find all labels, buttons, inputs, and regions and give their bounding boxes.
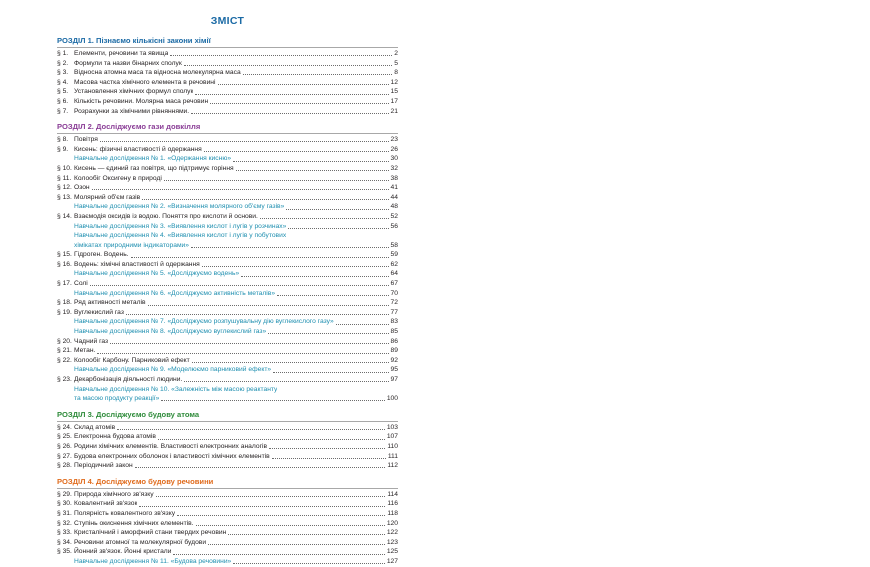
dot-leader <box>92 189 389 190</box>
page-number: 112 <box>387 462 398 470</box>
entry-title: Родини хімічних елементів. Властивості електронних аналогів <box>74 442 268 450</box>
entry-number: § 27. <box>57 452 72 460</box>
toc-experiment-entry[interactable] <box>57 289 398 299</box>
entry-title: Ступінь окиснення хімічних елементів. <box>74 519 194 527</box>
page-number: 59 <box>390 251 398 259</box>
entry-title: Навчальне дослідження № 2. «Визначення молярного об'єму газів» <box>74 203 285 211</box>
page-number: 64 <box>390 270 398 278</box>
dot-leader <box>184 65 392 66</box>
toc-section <box>57 121 398 404</box>
dot-leader <box>288 228 388 229</box>
toc-entry[interactable] <box>57 432 398 442</box>
entry-title: Речовини атомної та молекулярної будови <box>74 538 207 546</box>
toc-experiment-entry[interactable] <box>57 317 398 327</box>
entry-title: Гідроген. Водень. <box>74 251 129 259</box>
entry-title: та масою продукту реакції» <box>74 395 160 403</box>
toc-entry[interactable] <box>57 423 398 433</box>
page-number: 48 <box>390 203 398 211</box>
page-number: 77 <box>390 308 398 316</box>
dot-leader <box>191 113 388 114</box>
toc-entry[interactable] <box>57 337 398 347</box>
page-number: 26 <box>390 145 398 153</box>
toc-entry[interactable] <box>57 375 398 385</box>
entry-number: § 28. <box>57 462 72 470</box>
dot-leader <box>170 55 392 56</box>
page-number: 122 <box>386 529 398 537</box>
entry-title: Відносна атомна маса та відносна молекулярна маса <box>74 69 241 77</box>
entry-title: Солі <box>74 280 88 288</box>
toc-entry[interactable] <box>57 346 398 356</box>
entry-number: § 18. <box>57 299 72 307</box>
toc-section <box>57 476 398 567</box>
dot-leader <box>233 563 385 564</box>
toc-entry[interactable] <box>57 452 398 462</box>
entry-title: Вуглекислий газ <box>74 308 124 316</box>
entry-number: § 24. <box>57 423 72 431</box>
toc-entry[interactable] <box>57 538 398 548</box>
dot-leader <box>241 276 388 277</box>
toc-entry[interactable] <box>57 87 398 97</box>
toc-experiment-entry[interactable] <box>57 269 398 279</box>
dot-leader <box>97 353 388 354</box>
page-number: 62 <box>390 260 398 268</box>
toc-entry[interactable] <box>57 509 398 519</box>
dot-leader <box>204 151 389 152</box>
dot-leader <box>272 458 386 459</box>
toc-entry[interactable] <box>57 68 398 78</box>
dot-leader <box>218 84 389 85</box>
page-number: 114 <box>387 490 398 498</box>
toc-entry[interactable] <box>57 356 398 366</box>
entry-title: Кристалічний і аморфний стани твердих речовин <box>74 529 227 537</box>
dot-leader <box>148 305 389 306</box>
dot-leader <box>195 94 388 95</box>
toc-entry[interactable] <box>57 499 398 509</box>
dot-leader <box>191 247 389 248</box>
dot-leader <box>90 285 389 286</box>
page-title: ЗМІСТ <box>210 15 245 27</box>
page-number: 120 <box>386 519 398 527</box>
toc-entry[interactable] <box>57 490 398 500</box>
entry-number: § 30. <box>57 500 72 508</box>
toc-entry[interactable] <box>57 298 398 308</box>
entry-title: Навчальне дослідження № 3. «Виявлення кислот і лугів у розчинах» <box>74 222 287 230</box>
page-number: 2 <box>394 50 398 57</box>
page-number: 110 <box>387 442 398 450</box>
page-number: 58 <box>390 241 398 249</box>
toc-entry[interactable] <box>57 164 398 174</box>
entry-number: § 26. <box>57 442 72 450</box>
toc-entry[interactable] <box>57 260 398 270</box>
toc-entry[interactable] <box>57 78 398 88</box>
entry-number: § 22. <box>57 356 72 364</box>
entry-title: Електронна будова атомів <box>74 433 156 441</box>
toc-experiment-entry[interactable] <box>57 557 398 567</box>
page-number: 15 <box>390 88 398 96</box>
toc-entry[interactable] <box>57 174 398 184</box>
toc-sections <box>57 35 398 567</box>
entry-title: Ковалентний зв'язок <box>74 500 138 508</box>
entry-title: Молярний об'єм газів <box>74 193 141 201</box>
entry-title: Навчальне дослідження № 1. «Одержання кисню» <box>74 155 232 163</box>
dot-leader <box>243 74 393 75</box>
entry-number: § 25. <box>57 433 72 441</box>
toc-entry[interactable] <box>57 528 398 538</box>
dot-leader <box>236 170 389 171</box>
dot-leader <box>336 324 389 325</box>
entry-number: § 31. <box>57 509 72 517</box>
entry-title: хімікатах природними індикаторами» <box>74 241 190 249</box>
entry-number: § 12. <box>57 184 72 192</box>
entry-number: § 7. <box>57 107 69 115</box>
page-number: 107 <box>386 433 398 441</box>
entry-title: Навчальне дослідження № 8. «Досліджуємо вуглекислий газ» <box>74 328 267 336</box>
entry-number: § 4. <box>57 78 69 86</box>
page-number: 70 <box>390 289 398 297</box>
dot-leader <box>131 257 389 258</box>
entry-number: § 33. <box>57 529 72 537</box>
dot-leader <box>277 295 388 296</box>
entry-number: § 10. <box>57 164 72 172</box>
entry-number: § 5. <box>57 88 69 96</box>
toc-entry[interactable] <box>57 49 398 59</box>
entry-title: Ряд активності металів <box>74 299 146 307</box>
toc-entry[interactable] <box>57 308 398 318</box>
page-number: 123 <box>386 538 398 546</box>
entry-number: § 3. <box>57 69 69 77</box>
page-number: 52 <box>390 212 398 220</box>
page-number: 97 <box>390 376 398 383</box>
entry-title: Навчальне дослідження № 11. «Будова речовини» <box>74 557 232 565</box>
toc-entry[interactable] <box>57 250 398 260</box>
page-number: 67 <box>390 280 398 288</box>
page-number: 95 <box>390 366 398 374</box>
toc-entry[interactable] <box>57 145 398 155</box>
page-number: 125 <box>386 548 398 556</box>
toc-entry[interactable] <box>57 59 398 69</box>
page-number: 86 <box>390 337 398 345</box>
entry-number: § 11. <box>57 174 72 182</box>
section-heading[interactable]: РОЗДІЛ 2. Досліджуємо гази довкілля <box>57 121 398 134</box>
toc-entry[interactable] <box>57 183 398 193</box>
toc-experiment-entry[interactable] <box>57 154 398 164</box>
toc-entry[interactable] <box>57 135 398 145</box>
table-of-contents <box>57 14 398 567</box>
page-number: 92 <box>390 356 398 364</box>
toc-experiment-entry[interactable] <box>57 241 398 251</box>
page-number: 85 <box>390 328 398 336</box>
entry-title: Періодичний закон <box>74 462 133 470</box>
page-number: 8 <box>394 69 398 77</box>
dot-leader <box>273 372 388 373</box>
entry-title: Колообіг Карбону. Парниковий ефект <box>74 356 190 364</box>
entry-title: Кисень — єдиний газ повітря, що підтримує горіння <box>74 164 234 172</box>
page-number: 21 <box>390 107 398 115</box>
toc-experiment-entry[interactable] <box>57 222 398 232</box>
entry-number: § 32. <box>57 519 72 527</box>
dot-leader <box>177 515 385 516</box>
entry-title: Склад атомів <box>74 423 116 431</box>
page-number: 17 <box>390 97 398 105</box>
toc-entry[interactable] <box>57 212 398 222</box>
page-number: 111 <box>387 452 398 460</box>
entry-number: § 34. <box>57 538 72 546</box>
toc-entry[interactable] <box>57 97 398 107</box>
entry-title: Навчальне дослідження № 7. «Досліджуємо розпушувальну дію вуглекислого газу» <box>74 318 334 326</box>
entry-title: Навчальне дослідження № 9. «Моделюємо парниковий ефект» <box>74 366 272 374</box>
entry-title: Йонний зв'язок. Йонні кристали <box>74 548 172 556</box>
dot-leader <box>192 362 389 363</box>
entry-number: § 17. <box>57 280 72 288</box>
page-number: 30 <box>390 155 398 163</box>
entry-title: Навчальне дослідження № 5. «Досліджуємо водень» <box>74 270 240 278</box>
page-number: 23 <box>390 136 398 144</box>
page-number: 127 <box>386 557 398 565</box>
entry-title: Озон <box>74 184 90 192</box>
page-number: 83 <box>390 318 398 326</box>
toc-entry[interactable] <box>57 519 398 529</box>
entry-title: Навчальне дослідження № 4. «Виявлення кислот і лугів у побутових <box>74 232 287 240</box>
entry-title: Масова частка хімічного елемента в речовині <box>74 78 216 86</box>
toc-experiment-entry[interactable] <box>57 394 398 404</box>
page-number: 38 <box>390 174 398 182</box>
page-number: 12 <box>390 78 398 86</box>
dot-leader <box>196 525 385 526</box>
entry-number: § 8. <box>57 136 69 144</box>
entry-number: § 15. <box>57 251 72 259</box>
entry-title: Елементи, речовини та явища <box>74 50 169 57</box>
page-number: 116 <box>387 500 398 508</box>
entry-number: § 16. <box>57 260 72 268</box>
entry-title: Метан. <box>74 347 96 355</box>
page-number: 41 <box>390 184 398 192</box>
entry-title: Навчальне дослідження № 10. «Залежність між масою реактанту <box>74 385 278 393</box>
dot-leader <box>161 400 384 401</box>
dot-leader <box>228 534 385 535</box>
entry-number: § 29. <box>57 490 72 498</box>
dot-leader <box>210 103 388 104</box>
entry-title: Чадний газ <box>74 337 109 345</box>
toc-section <box>57 409 398 471</box>
dot-leader <box>173 554 384 555</box>
toc-experiment-entry[interactable] <box>57 327 398 337</box>
dot-leader <box>269 448 385 449</box>
entry-title: Розрахунки за хімічними рівняннями. <box>74 107 190 115</box>
entry-title: Взаємодія оксидів із водою. Поняття про кислоти й основи. <box>74 212 258 220</box>
entry-title: Кисень: фізичні властивості й одержання <box>74 145 202 153</box>
dot-leader <box>208 544 385 545</box>
toc-entry[interactable] <box>57 279 398 289</box>
page-number: 5 <box>394 59 398 67</box>
entry-number: § 13. <box>57 193 72 201</box>
entry-title: Водень: хімічні властивості й одержання <box>74 260 200 268</box>
dot-leader <box>100 141 389 142</box>
toc-experiment-entry[interactable] <box>57 365 398 375</box>
page-number: 32 <box>390 164 398 172</box>
entry-number: § 19. <box>57 308 72 316</box>
dot-leader <box>260 218 389 219</box>
toc-experiment-entry[interactable] <box>57 385 398 395</box>
entry-number: § 1. <box>57 50 69 57</box>
entry-title: Установлення хімічних формул сполук <box>74 88 194 96</box>
toc-section <box>57 35 398 116</box>
entry-number: § 14. <box>57 212 72 220</box>
toc-entry[interactable] <box>57 193 398 203</box>
section-heading[interactable]: РОЗДІЛ 1. Пізнаємо кількісні закони хімії <box>57 35 398 48</box>
toc-entry[interactable] <box>57 442 398 452</box>
dot-leader <box>117 429 385 430</box>
dot-leader <box>142 199 388 200</box>
entry-number: § 6. <box>57 97 69 105</box>
dot-leader <box>126 314 389 315</box>
entry-title: Полярність ковалентного зв'язку <box>74 509 176 517</box>
entry-number: § 35. <box>57 548 72 556</box>
dot-leader <box>110 343 388 344</box>
dot-leader <box>202 266 389 267</box>
entry-title: Повітря <box>74 136 98 144</box>
entry-title: Кількість речовини. Молярна маса речовин <box>74 97 209 105</box>
dot-leader <box>158 439 385 440</box>
dot-leader <box>184 381 388 382</box>
page-number: 100 <box>386 395 398 403</box>
entry-number: § 23. <box>57 376 72 383</box>
dot-leader <box>233 161 388 162</box>
entry-title: Колообіг Оксигену в природі <box>74 174 162 182</box>
entry-title: Природа хімічного зв'язку <box>74 490 154 498</box>
entry-title: Декарбонізація діяльності людини. <box>74 376 183 383</box>
dot-leader <box>286 209 388 210</box>
page-number: 118 <box>387 509 398 517</box>
entry-number: § 9. <box>57 145 69 153</box>
entry-title: Навчальне дослідження № 6. «Досліджуємо активність металів» <box>74 289 276 297</box>
toc-entry[interactable] <box>57 461 398 471</box>
entry-title: Формули та назви бінарних сполук <box>74 59 182 67</box>
entry-number: § 20. <box>57 337 72 345</box>
toc-entry[interactable] <box>57 547 398 557</box>
dot-leader <box>268 333 388 334</box>
dot-leader <box>135 467 386 468</box>
page-number: 56 <box>390 222 398 230</box>
dot-leader <box>139 506 385 507</box>
dot-leader <box>156 496 386 497</box>
toc-experiment-entry[interactable] <box>57 202 398 212</box>
toc-entry[interactable] <box>57 107 398 117</box>
dot-leader <box>164 180 389 181</box>
page-number: 44 <box>390 193 398 201</box>
section-heading[interactable]: РОЗДІЛ 3. Досліджуємо будову атома <box>57 409 398 422</box>
toc-experiment-entry[interactable] <box>57 231 398 241</box>
section-heading[interactable]: РОЗДІЛ 4. Досліджуємо будову речовини <box>57 476 398 489</box>
page-number: 103 <box>386 423 398 431</box>
entry-number: § 21. <box>57 347 72 355</box>
page-number: 72 <box>390 299 398 307</box>
page-number: 89 <box>390 347 398 355</box>
entry-title: Будова електронних оболонок і властивості хімічних елементів <box>74 452 270 460</box>
entry-number: § 2. <box>57 59 69 67</box>
